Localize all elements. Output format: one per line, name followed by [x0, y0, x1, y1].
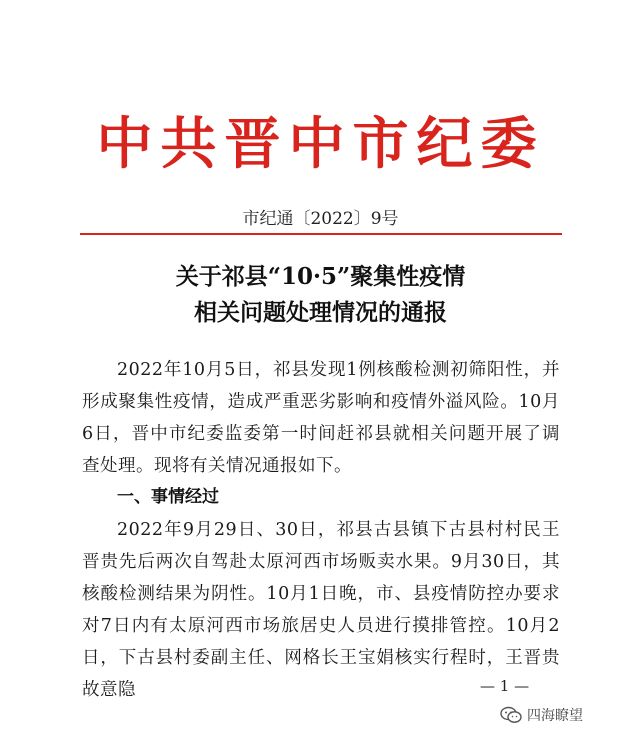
wechat-icon: [500, 706, 522, 724]
document-number: 市纪通〔2022〕9号: [242, 209, 399, 229]
document-title-line-1: 关于祁县“10·5”聚集性疫情: [175, 263, 466, 290]
red-divider: [80, 233, 562, 235]
watermark-text: 四海瞭望: [527, 708, 583, 724]
source-watermark: [500, 705, 583, 725]
masthead-title: 中共晋中市纪委: [96, 112, 545, 177]
document-title-line-2: 相关问题处理情况的通报: [194, 299, 447, 326]
paragraph-intro: 2022年10月5日，祁县发现1例核酸检测初筛阳性，并形成聚集性疫情，造成严重恶劣影响和疫情外溢风险。10月6日，晋中市纪委监委第一时间赶祁县就相关问题开展了调查处理。现将有关情况通报如下。: [82, 360, 560, 476]
section-heading: 一、事情经过: [117, 487, 219, 507]
paragraph-events: 2022年9月29日、30日，祁县古县镇下古县村村民王晋贵先后两次自驾赴太原河西市场贩卖水果。9月30日，其核酸检测结果为阴性。10月1日晚，市、县疫情防控办要求对7日内有太原河西市场旅居史人员进行摸排管控。10月2日，下古县村委副主任、网格长王宝娟核实行程时，王晋贵故意隐: [82, 520, 560, 700]
page-number: — 1 —: [480, 677, 530, 695]
